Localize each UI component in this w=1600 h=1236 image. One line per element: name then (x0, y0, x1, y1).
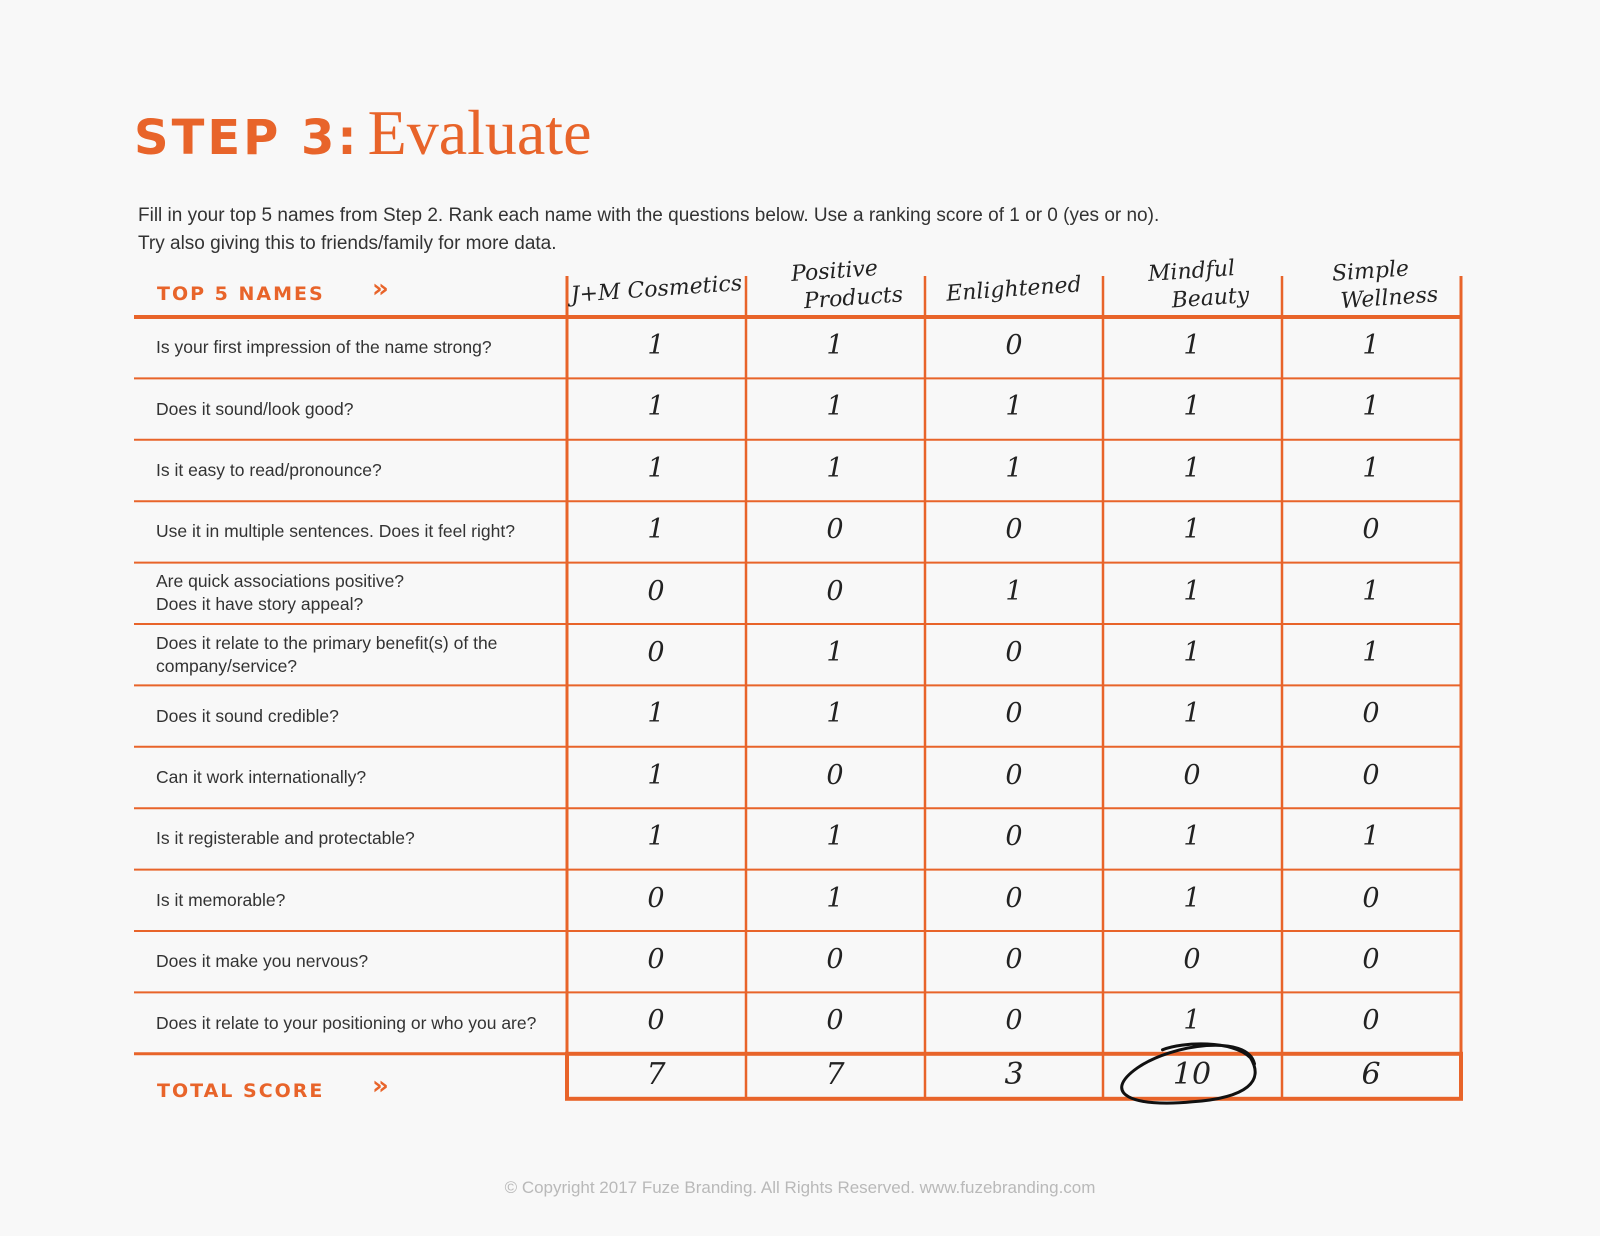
total-score-value: 6 (1361, 1056, 1381, 1092)
name-header-line: Mindful (1147, 256, 1236, 288)
question-label (156, 440, 556, 501)
question-text: Are quick associations positive? (156, 571, 405, 592)
score-cell: 0 (826, 759, 844, 791)
question-label (156, 378, 556, 439)
score-cell: 0 (1005, 514, 1023, 546)
score-cell: 0 (1362, 698, 1380, 730)
score-cell: 0 (826, 514, 844, 546)
score-cell: 0 (647, 882, 665, 914)
score-cell: 1 (647, 821, 665, 853)
score-cell: 1 (826, 330, 844, 361)
step-label: STEP 3: (134, 110, 360, 166)
score-cell: 1 (1183, 637, 1201, 668)
score-cell: 1 (826, 391, 844, 423)
score-cell: 0 (647, 575, 665, 607)
question-label (156, 870, 556, 931)
question-text: Does it relate to the primary benefit(s) of the (156, 632, 498, 653)
question-text: company/service? (156, 655, 298, 676)
question-label (156, 501, 556, 562)
question-text: Does it relate to your positioning or who you are? (156, 1012, 537, 1033)
question-label (156, 563, 556, 624)
total-score-value: 3 (1004, 1056, 1024, 1092)
question-label (156, 992, 556, 1053)
score-cell: 0 (1005, 759, 1023, 791)
score-cell: 1 (1362, 821, 1380, 853)
score-cell: 0 (1362, 882, 1380, 914)
question-text: Is it easy to read/pronounce? (156, 459, 382, 480)
score-cell: 1 (647, 698, 665, 730)
score-cell: 1 (1362, 575, 1380, 607)
top-names-label: TOP 5 NAMES (157, 283, 325, 305)
score-cell: 0 (1362, 944, 1380, 975)
question-text: Does it sound/look good? (156, 398, 354, 419)
name-header-line: Enlightened (945, 272, 1083, 307)
score-cell: 0 (1183, 944, 1201, 975)
total-score-label: TOTAL SCORE (157, 1080, 325, 1102)
total-score-value: 7 (646, 1056, 666, 1092)
score-cell: 1 (1362, 637, 1380, 668)
question-text: Can it work internationally? (156, 766, 367, 787)
score-cell: 1 (1183, 882, 1201, 914)
question-label (156, 317, 556, 378)
instructions-line-2: Try also giving this to friends/family for more data. (138, 233, 557, 254)
score-cell: 0 (647, 1005, 665, 1037)
question-label (156, 685, 556, 746)
question-label (156, 624, 556, 685)
score-cell: 0 (647, 944, 665, 975)
score-cell: 0 (1005, 882, 1023, 914)
score-cell: 0 (1005, 330, 1023, 361)
total-score-value: 7 (825, 1056, 845, 1092)
score-cell: 1 (1183, 1005, 1201, 1037)
copyright-footer: © Copyright 2017 Fuze Branding. All Rights Reserved. www.fuzebranding.com (504, 1178, 1096, 1197)
score-cell: 1 (1183, 391, 1201, 423)
score-cell: 0 (1005, 698, 1023, 730)
instructions-line-1: Fill in your top 5 names from Step 2. Rank each name with the questions below. Use a ranking score of 1 or 0 (yes or no). (138, 205, 1160, 226)
score-cell: 1 (1183, 514, 1201, 546)
question-label (156, 747, 556, 808)
question-text: Is your first impression of the name strong? (156, 337, 492, 358)
score-cell: 1 (647, 759, 665, 791)
score-cell: 0 (1005, 821, 1023, 853)
question-text: Is it memorable? (156, 889, 286, 910)
score-cell: 1 (647, 391, 665, 423)
score-cell: 0 (1183, 759, 1201, 791)
score-cell: 1 (1005, 452, 1023, 484)
score-cell: 1 (647, 452, 665, 484)
score-cell: 0 (1005, 1005, 1023, 1037)
score-cell: 0 (1362, 514, 1380, 546)
score-cell: 1 (826, 452, 844, 484)
score-cell: 1 (1362, 330, 1380, 361)
score-cell: 1 (1005, 391, 1023, 423)
question-text: Is it registerable and protectable? (156, 828, 415, 849)
score-cell: 0 (826, 575, 844, 607)
score-cell: 1 (1362, 391, 1380, 423)
score-cell: 1 (1183, 698, 1201, 730)
score-cell: 0 (647, 637, 665, 668)
score-cell: 1 (826, 698, 844, 730)
score-cell: 1 (647, 514, 665, 546)
question-text: Does it have story appeal? (156, 594, 364, 615)
chevron-right-icon: » (372, 1071, 389, 1101)
name-header-line: J+M Cosmetics (570, 271, 743, 308)
question-label (156, 808, 556, 869)
score-cell: 0 (826, 1005, 844, 1037)
score-cell: 1 (1362, 452, 1380, 484)
score-cell: 0 (1362, 759, 1380, 791)
score-cell: 1 (1183, 821, 1201, 853)
score-cell: 1 (1183, 575, 1201, 607)
score-cell: 0 (1005, 944, 1023, 975)
step-title-word: Evaluate (367, 97, 592, 168)
score-cell: 1 (1183, 452, 1201, 484)
question-text: Does it sound credible? (156, 705, 339, 726)
score-cell: 1 (647, 330, 665, 361)
score-cell: 1 (1183, 330, 1201, 361)
name-header-line: Positive (790, 256, 879, 288)
score-cell: 0 (1005, 637, 1023, 668)
name-header-line: Wellness (1339, 282, 1439, 315)
score-cell: 1 (826, 637, 844, 668)
score-cell: 1 (826, 882, 844, 914)
score-cell: 0 (826, 944, 844, 975)
question-text: Does it make you nervous? (156, 951, 369, 972)
name-header-line: Products (803, 282, 904, 315)
name-header-line: Beauty (1170, 283, 1251, 314)
question-label (156, 931, 556, 992)
question-text: Use it in multiple sentences. Does it feel right? (156, 521, 515, 542)
total-score-value: 10 (1172, 1056, 1212, 1092)
name-header-line: Simple (1331, 256, 1410, 287)
score-cell: 1 (826, 821, 844, 853)
score-cell: 0 (1362, 1005, 1380, 1037)
score-cell: 1 (1005, 575, 1023, 607)
chevron-right-icon: » (372, 274, 389, 304)
